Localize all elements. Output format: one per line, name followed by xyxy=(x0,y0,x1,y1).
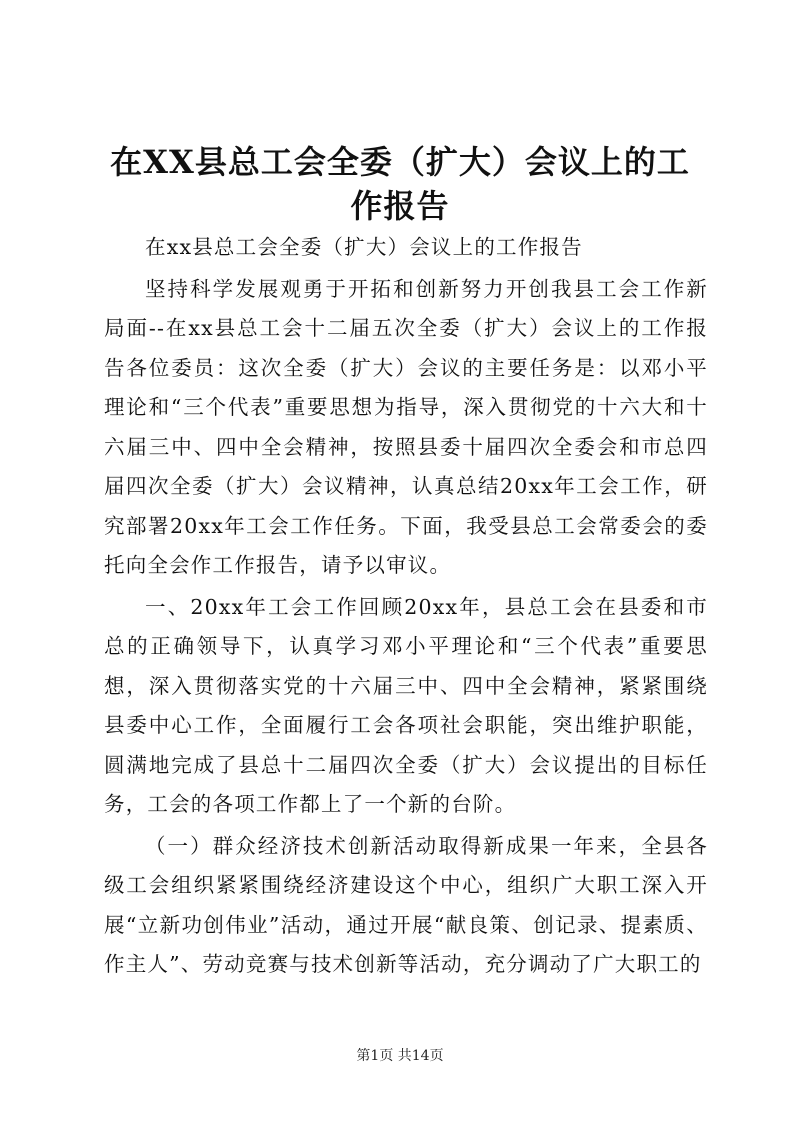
paragraph-review: 一、20xx年工会工作回顾20xx年，县总工会在县委和市总的正确领导下，认真学习邓小平理论和“三个代表”重要思想，深入贯彻落实党的十六届三中、四中全会精神，紧紧围绕县委中心工作，全面履行工会各项社会职能，突出维护职能，圆满地完成了县总十二届四次全委（扩大）会议提出的目标任务，工会的各项工作都上了一个新的台阶。 xyxy=(104,594,708,816)
paragraph-subtitle: 在xx县总工会全委（扩大）会议上的工作报告 xyxy=(145,235,583,259)
page-footer: 第1页 共14页 xyxy=(356,1048,444,1064)
document-title: 在XX县总工会全委（扩大）会议上的工作报告 xyxy=(110,143,690,225)
document-body xyxy=(104,228,708,987)
paragraph-section-one: （一）群众经济技术创新活动取得新成果一年来，全县各级工会组织紧紧围绕经济建设这个中心，组织广大职工深入开展“立新功创伟业”活动，通过开展“献良策、创记录、提素质、作主人”、劳动竞赛与技术创新等活动，充分调动了广大职工的 xyxy=(104,833,708,976)
paragraph-intro: 坚持科学发展观勇于开拓和创新努力开创我县工会工作新局面--在xx县总工会十二届五次全委（扩大）会议上的工作报告各位委员：这次全委（扩大）会议的主要任务是：以邓小平理论和“三个代表”重要思想为指导，深入贯彻党的十六大和十六届三中、四中全会精神，按照县委十届四次全委会和市总四届四次全委（扩大）会议精神，认真总结20xx年工会工作，研究部署20xx年工会工作任务。下面，我受县总工会常委会的委托向全会作工作报告，请予以审议。 xyxy=(104,276,708,577)
